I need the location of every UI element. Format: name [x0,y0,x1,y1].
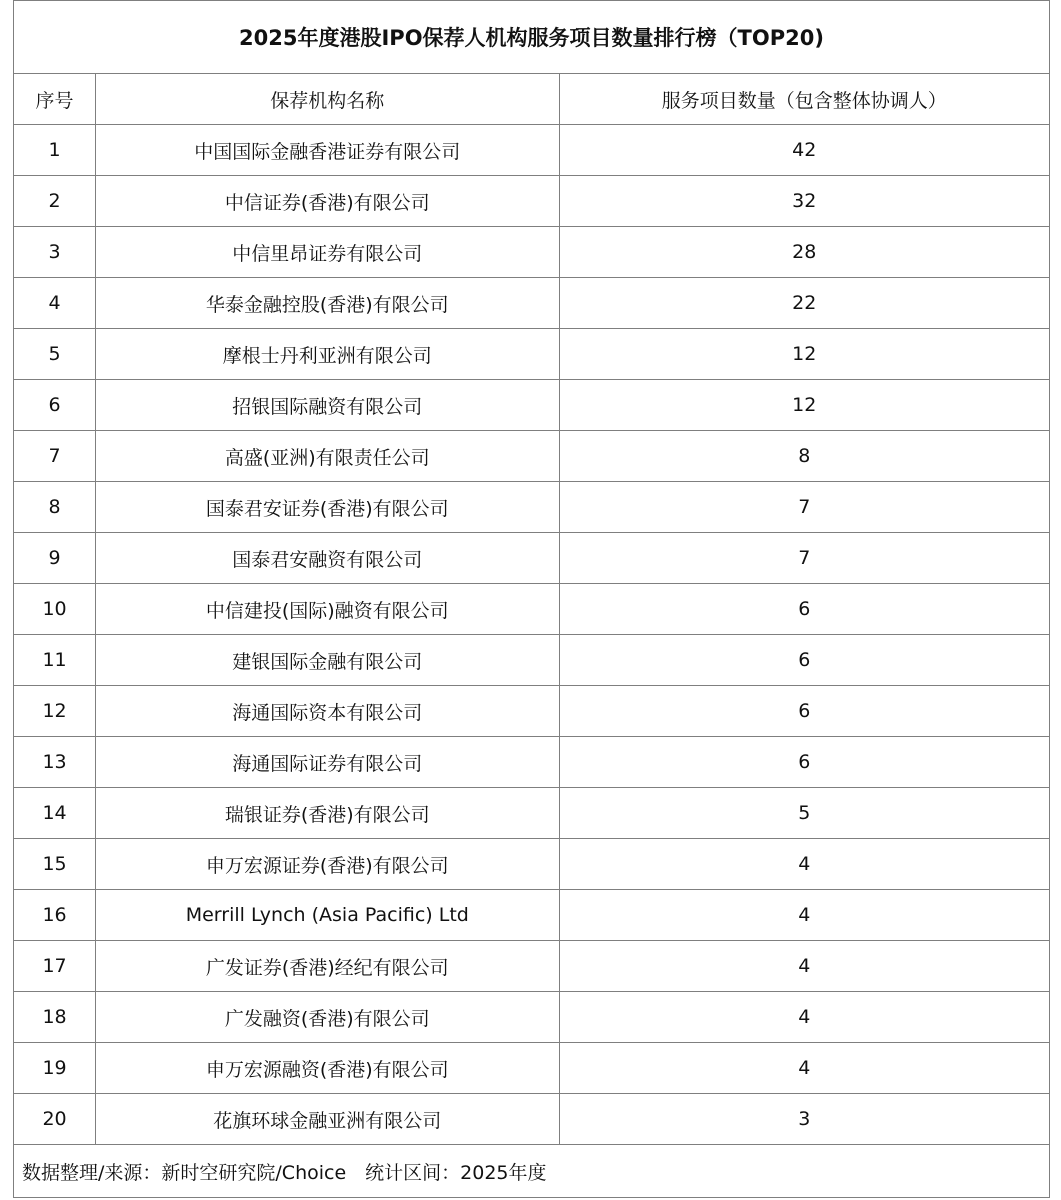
institution-cell: Merrill Lynch (Asia Pacific) Ltd [96,890,559,941]
table-row [14,839,1050,890]
institution-cell: 海通国际资本有限公司 [96,686,559,737]
rank-cell: 13 [14,737,96,788]
institution-cell: 华泰金融控股(香港)有限公司 [96,278,559,329]
rank-cell: 4 [14,278,96,329]
table-row [14,329,1050,380]
rank-cell: 11 [14,635,96,686]
count-cell: 5 [559,788,1050,839]
header-rank: 序号 [14,74,96,125]
institution-cell: 高盛(亚洲)有限责任公司 [96,431,559,482]
count-cell: 6 [559,686,1050,737]
header-institution: 保荐机构名称 [96,74,559,125]
count-cell: 42 [559,125,1050,176]
count-cell: 4 [559,839,1050,890]
count-cell: 6 [559,737,1050,788]
rank-cell: 17 [14,941,96,992]
table-row [14,1094,1050,1145]
institution-cell: 国泰君安证券(香港)有限公司 [96,482,559,533]
institution-cell: 申万宏源融资(香港)有限公司 [96,1043,559,1094]
header-row [14,74,1050,125]
count-cell: 12 [559,329,1050,380]
table-row [14,380,1050,431]
institution-cell: 招银国际融资有限公司 [96,380,559,431]
institution-cell: 中信证券(香港)有限公司 [96,176,559,227]
table-row [14,686,1050,737]
institution-cell: 中信建投(国际)融资有限公司 [96,584,559,635]
count-cell: 6 [559,584,1050,635]
count-cell: 4 [559,1043,1050,1094]
title-row [14,1,1050,74]
count-cell: 7 [559,533,1050,584]
table-title: 2025年度港股IPO保荐人机构服务项目数量排行榜（TOP20) [14,1,1050,74]
table-row [14,788,1050,839]
rank-cell: 15 [14,839,96,890]
table-body [14,125,1050,1145]
rank-cell: 20 [14,1094,96,1145]
rank-cell: 5 [14,329,96,380]
institution-cell: 中国国际金融香港证券有限公司 [96,125,559,176]
rank-cell: 12 [14,686,96,737]
count-cell: 4 [559,941,1050,992]
rank-cell: 16 [14,890,96,941]
table-row [14,941,1050,992]
rank-cell: 6 [14,380,96,431]
table-row [14,1043,1050,1094]
institution-cell: 国泰君安融资有限公司 [96,533,559,584]
rank-cell: 9 [14,533,96,584]
rank-cell: 2 [14,176,96,227]
table-row [14,176,1050,227]
table-row [14,890,1050,941]
table-row [14,278,1050,329]
table-row [14,227,1050,278]
institution-cell: 广发证券(香港)经纪有限公司 [96,941,559,992]
institution-cell: 中信里昂证券有限公司 [96,227,559,278]
rank-cell: 7 [14,431,96,482]
source-note: 数据整理/来源：新时空研究院/Choice 统计区间：2025年度 [14,1145,1050,1198]
table-row [14,533,1050,584]
count-cell: 12 [559,380,1050,431]
header-count: 服务项目数量（包含整体协调人） [559,74,1050,125]
institution-cell: 摩根士丹利亚洲有限公司 [96,329,559,380]
count-cell: 32 [559,176,1050,227]
ranking-table [13,0,1050,1198]
footer-row [14,1145,1050,1198]
rank-cell: 18 [14,992,96,1043]
rank-cell: 1 [14,125,96,176]
count-cell: 22 [559,278,1050,329]
count-cell: 3 [559,1094,1050,1145]
count-cell: 8 [559,431,1050,482]
institution-cell: 申万宏源证券(香港)有限公司 [96,839,559,890]
rank-cell: 10 [14,584,96,635]
table-row [14,482,1050,533]
table-row [14,635,1050,686]
table-row [14,125,1050,176]
institution-cell: 建银国际金融有限公司 [96,635,559,686]
count-cell: 4 [559,992,1050,1043]
institution-cell: 花旗环球金融亚洲有限公司 [96,1094,559,1145]
table-row [14,431,1050,482]
count-cell: 6 [559,635,1050,686]
table-row [14,737,1050,788]
count-cell: 28 [559,227,1050,278]
rank-cell: 8 [14,482,96,533]
count-cell: 7 [559,482,1050,533]
count-cell: 4 [559,890,1050,941]
institution-cell: 广发融资(香港)有限公司 [96,992,559,1043]
rank-cell: 3 [14,227,96,278]
institution-cell: 海通国际证券有限公司 [96,737,559,788]
institution-cell: 瑞银证券(香港)有限公司 [96,788,559,839]
rank-cell: 14 [14,788,96,839]
table-row [14,992,1050,1043]
rank-cell: 19 [14,1043,96,1094]
table-row [14,584,1050,635]
